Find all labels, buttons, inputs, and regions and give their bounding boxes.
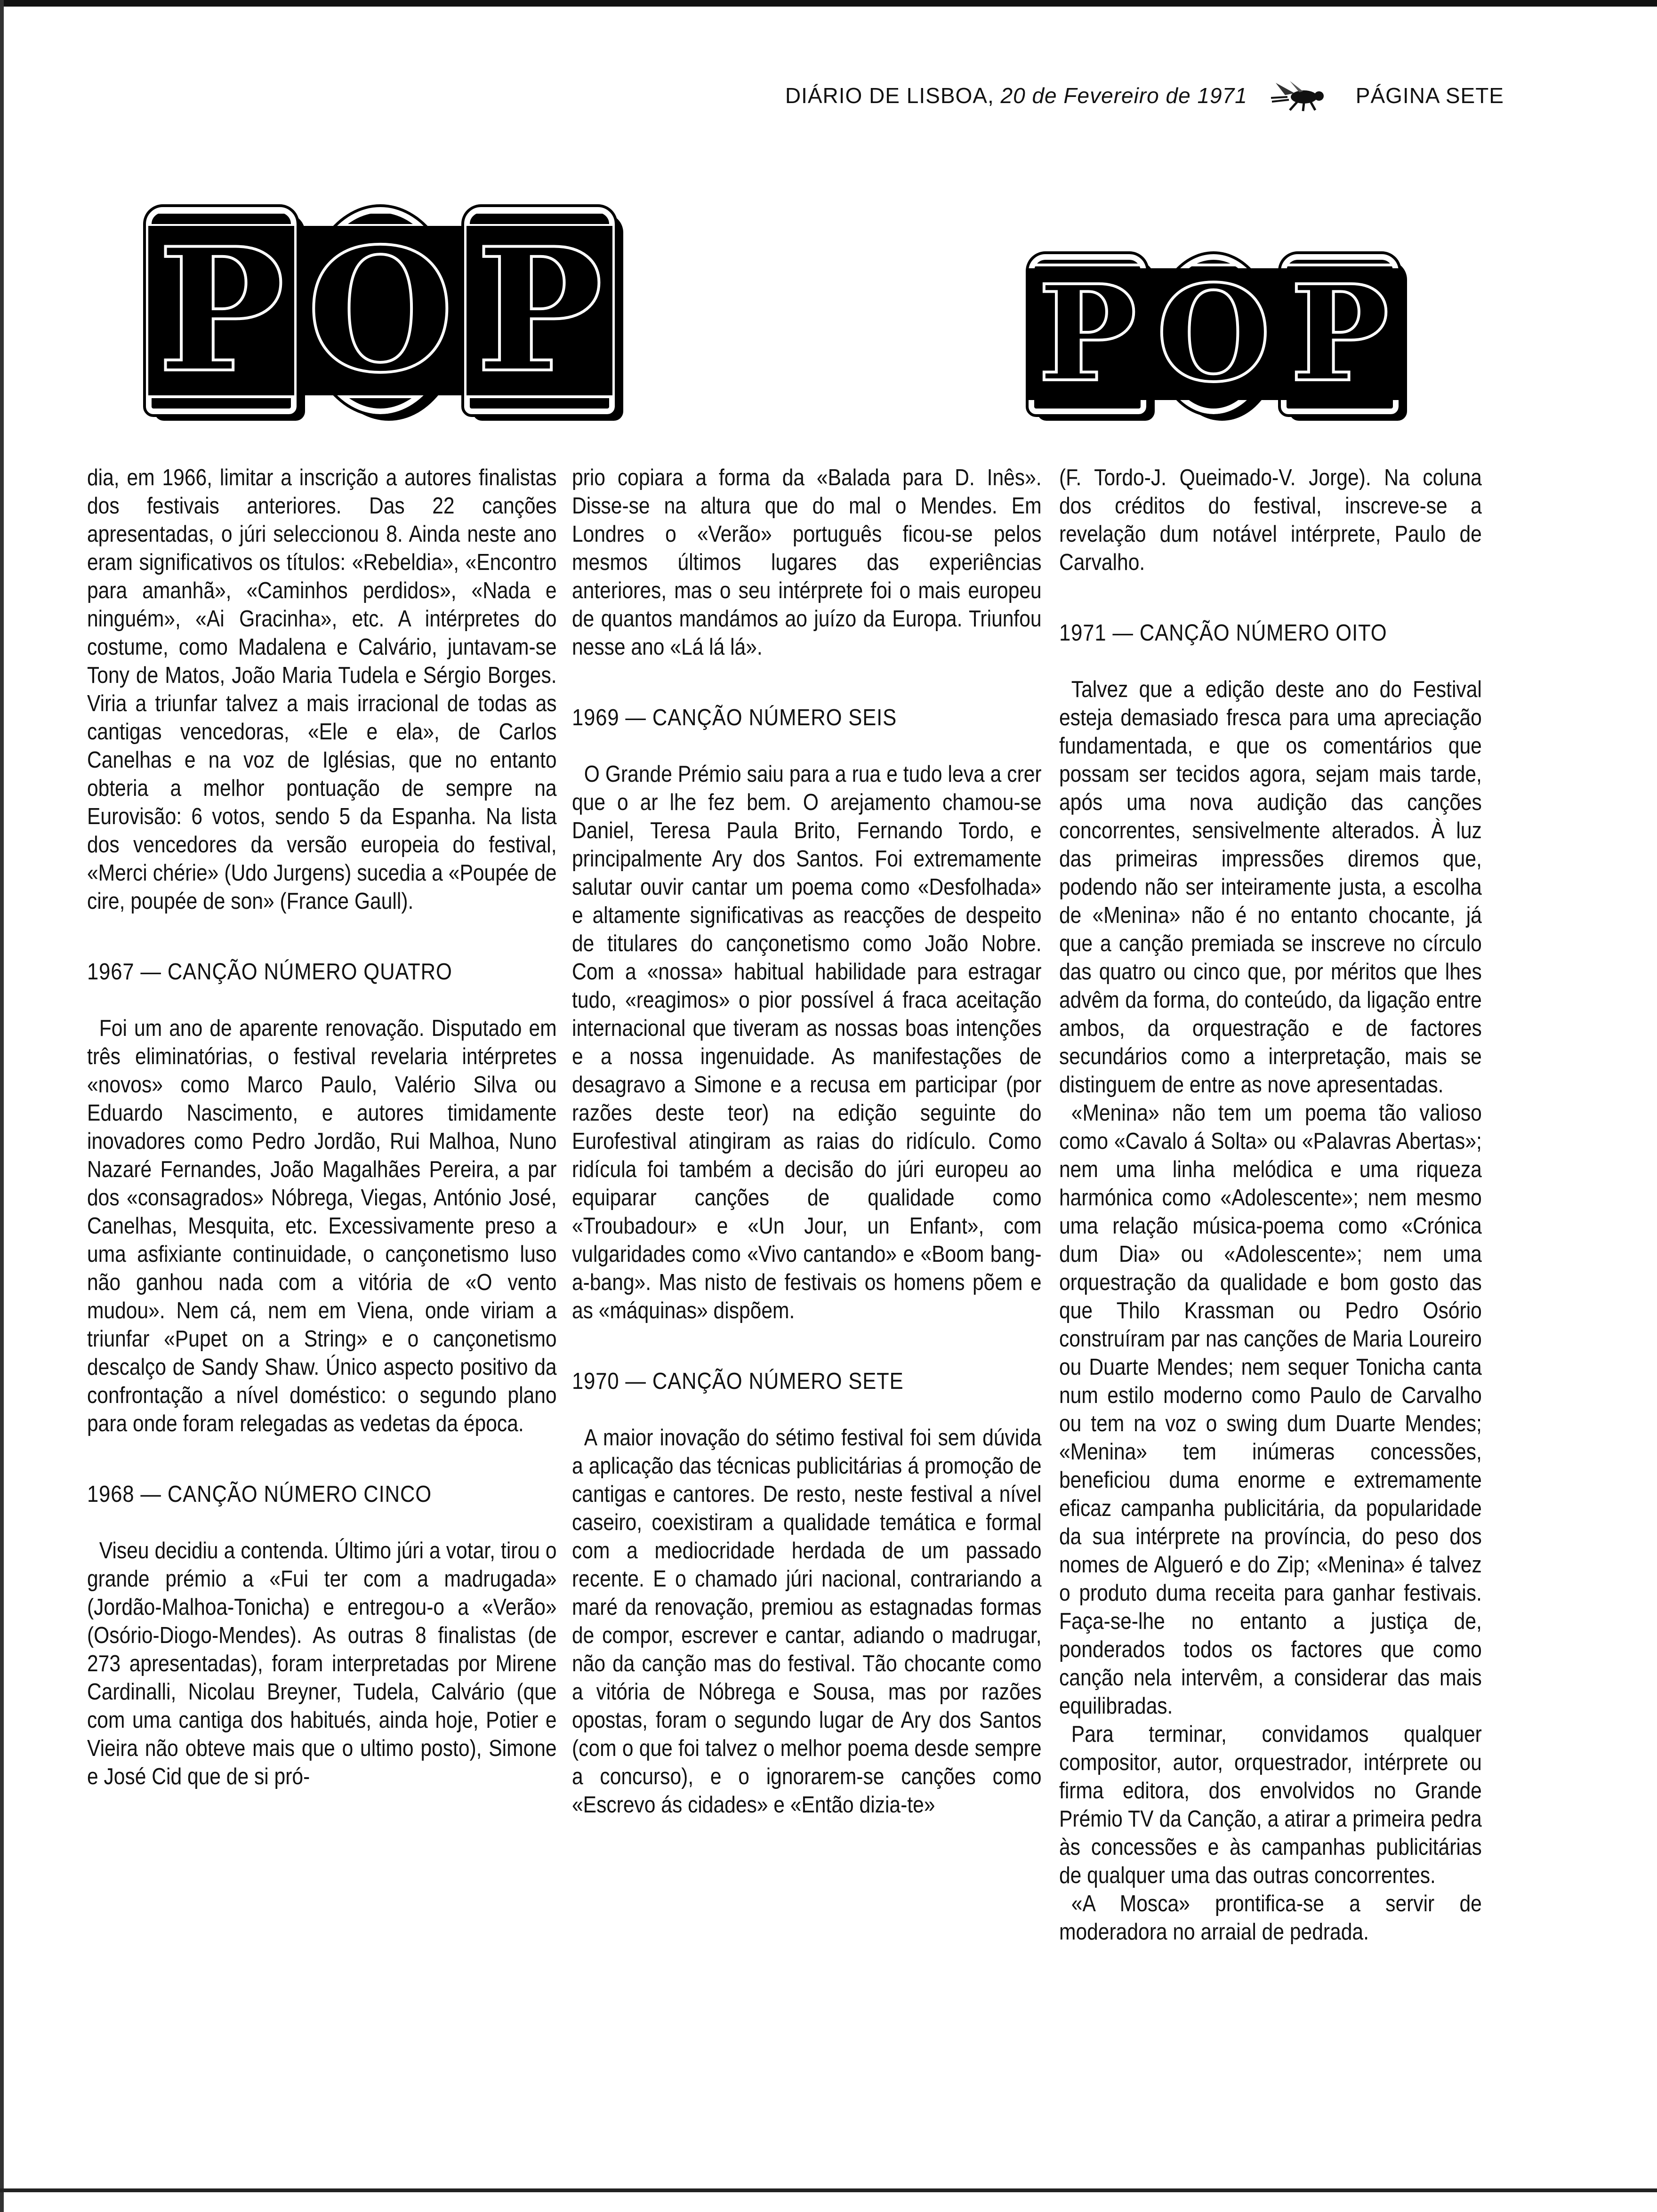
section-heading-1968: 1968 — CANÇÃO NÚMERO CINCO (87, 1481, 432, 1507)
article-column-3 (1059, 464, 1483, 1946)
title-letter-p: P (146, 207, 297, 414)
page-edge (0, 0, 4, 2212)
paragraph: (F. Tordo-J. Queimado-V. Jorge). Na coluna dos créditos do festival, inscreve-se a revelação dum notável intérprete, Paulo de Carvalho. (1059, 465, 1482, 575)
section-heading-1971: 1971 — CANÇÃO NÚMERO OITO (1059, 620, 1387, 646)
paragraph: «Menina» não tem um poema tão valioso como «Cavalo á Solta» ou «Palavras Abertas»; nem uma linha melódica e uma riqueza harmónica como «Adolescente»; nem mesmo uma relação música-poema como «Crónica dum Dia» ou «Adolescente»; nem uma orquestração da qualidade e bom gosto das que Thilo Krassman ou Pedro Osório construíram par nas canções de Maria Loureiro ou Duarte Mendes; nem sequer Tonicha canta num estilo moderno como Paulo de Carvalho ou tem na voz o swing dum Duarte Mendes; «Menina» tem inúmeras concessões, beneficiou duma enorme e extremamente eficaz campanha publicitária, da popularidade da sua intérprete na província, do peso dos nomes de Algueró e do Zip; «Menina» é talvez o produto duma receita para ganhar festivais. Faça-se-lhe no entanto a justiça de, ponderados todos os factores que como canção nela intervêm, a considerar das mais equilibradas. (1059, 1100, 1482, 1719)
page-number: PÁGINA SETE (1355, 83, 1504, 108)
title-letter-p: P (464, 207, 615, 414)
fly-icon (1266, 79, 1337, 112)
issue-date: 20 de Fevereiro de 1971 (1000, 83, 1247, 108)
section-heading-1967: 1967 — CANÇÃO NÚMERO QUATRO (87, 959, 452, 985)
title-letter-o: O (305, 207, 456, 414)
title-letter-o: O (1155, 254, 1272, 414)
newspaper-name: DIÁRIO DE LISBOA, 20 de Fevereiro de 1971 (785, 83, 1247, 108)
paragraph: O Grande Prémio saiu para a rua e tudo leva a crer que o ar lhe fez bem. O arejamento chamou-se Daniel, Teresa Paula Brito, Fernando Tordo, e principalmente Ary dos Santos. Foi extremamente salutar ouvir cantar um poema como «Desfolhada» e altamente significativas as reacções de despeito de titulares do cançonetismo como João Nobre. Com a «nossa» habitual habilidade para estragar tudo, «reagimos» o pior possível á fraca aceitação internacional que tiveram as nossas boas intenções e a nossa ingenuidade. As manifestações de desagravo a Simone e a recusa em participar (por razões deste teor) na edição seguinte do Eurofestival atingiram as raias do ridículo. Como ridícula foi também a decisão do júri europeu ao equiparar canções de qualidade como «Troubadour» e «Un Jour, un Enfant», com vulgaridades como «Vivo cantando» e «Boom bang-a-bang». Mas nisto de festivais os homens põem e as «máquinas» dispõem. (572, 761, 1042, 1323)
top-rule (0, 0, 1657, 7)
paragraph: prio copiara a forma da «Balada para D. Inês». Disse-se na altura que do mal o Mendes. Em Londres o «Verão» português ficou-se pelos mesmos últimos lugares das experiências anteriores, mas o seu intérprete foi o mais europeu de quantos mandámos ao juízo da Europa. Triunfou nesse ano «Lá lá lá». (572, 465, 1042, 660)
paragraph: Para terminar, convidamos qualquer compositor, autor, orquestrador, intérprete ou firma editora, dos envolvidos no Grande Prémio TV da Canção, a atirar a primeira pedra às concessões e às campanhas publicitárias de qualquer uma das outras concorrentes. (1059, 1721, 1482, 1888)
section-heading-1970: 1970 — CANÇÃO NÚMERO SETE (572, 1368, 904, 1394)
paragraph: Viseu decidiu a contenda. Último júri a votar, tirou o grande prémio a «Fui ter com a madrugada» (Jordão-Malhoa-Tonicha) e entregou-o a «Verão» (Osório-Diogo-Mendes). As outras 8 finalistas (de 273 apresentadas), foram interpretadas por Mirene Cardinalli, Nicolau Breyner, Tudela, Calvário (que com uma cantiga dos habitués, ainda hoje, Potier e Vieira não obteve mais que o ultimo posto), Simone e José Cid que de si pró- (87, 1538, 557, 1789)
pop-title-small (1029, 254, 1399, 414)
section-heading-1969: 1969 — CANÇÃO NÚMERO SEIS (572, 705, 897, 730)
paragraph: dia, em 1966, limitar a inscrição a autores finalistas dos festivais anteriores. Das 22 canções apresentadas, o júri seleccionou 8. Ainda neste ano eram significativos os títulos: «Rebeldia», «Encontro para amanhã», «Caminhos perdidos», «Nada e ninguém», «Ai Gracinha», etc. A intérpretes do costume, como Madalena e Calvário, juntavam-se Tony de Matos, João Maria Tudela e Sérgio Borges. Viria a triunfar talvez a mais irracional de todas as cantigas vencedoras, «Ele e ela», de Carlos Canelhas e na voz de Iglésias, que no entanto obteria a melhor pontuação de sempre na Eurovisão: 6 votos, sendo 5 da Espanha. Na lista dos vencedores da versão europeia do festival, «Merci chérie» (Udo Jurgens) sucedia a «Poupée de cire, poupée de son» (France Gaull). (87, 465, 557, 914)
paragraph: Talvez que a edição deste ano do Festival esteja demasiado fresca para uma apreciação fundamentada, e que os comentários que possam ser tecidos agora, sejam mais tarde, após uma nova audição das canções concorrentes, sensivelmente alterados. À luz das primeiras impressões diremos que, podendo não ser inteiramente justa, a escolha de «Menina» não é no entanto chocante, já que a canção premiada se inscreve no círculo das quatro ou cinco que, por méritos que lhes advêm da forma, do conteúdo, da ligação entre ambos, da orquestração e de factores secundários como a interpretação, mais se distinguem de entre as nove apresentadas. (1059, 676, 1482, 1098)
paragraph: «A Mosca» prontifica-se a servir de moderadora no arraial de pedrada. (1059, 1891, 1482, 1945)
paragraph: Foi um ano de aparente renovação. Disputado em três eliminatórias, o festival revelaria intérpretes «novos» como Marco Paulo, Valério Silva ou Eduardo Nascimento, e autores timidamente inovadores como Pedro Jordão, Rui Malhoa, Nuno Nazaré Fernandes, João Magalhães Pereira, a par dos «consagrados» Nóbrega, Viegas, António José, Canelhas, Mesquita, etc. Excessivamente preso a uma asfixiante continuidade, o cançonetismo luso não ganhou nada com a vitória de «O vento mudou». Nem cá, nem em Viena, onde viriam a triunfar «Pupet on a String» e o cançonetismo descalço de Sandy Shaw. Único aspecto positivo da confrontação a nível doméstico: o segundo plano para onde foram relegadas as vedetas da época. (87, 1015, 557, 1436)
pop-title-large (146, 207, 615, 414)
title-letter-p: P (1029, 254, 1146, 414)
bottom-rule (0, 2188, 1657, 2192)
article-column-1 (87, 464, 558, 1791)
article-column-2 (572, 464, 1043, 1819)
title-letter-p: P (1281, 254, 1399, 414)
paragraph: A maior inovação do sétimo festival foi sem dúvida a aplicação das técnicas publicitárias á promoção de cantigas e cantores. De resto, neste festival a nível caseiro, coexistiram a qualidade temática e formal com a mediocridade herdada de um passado recente. E o chamado júri nacional, contrariando a maré da renovação, premiou as estagnadas formas de compor, escrever e cantar, adiando o madrugar, não da canção mas do festival. Tão chocante como a vitória de Nóbrega e Sousa, mas por razões opostas, foram o segundo lugar de Ary dos Santos (com o que foi talvez o melhor poema desde sempre a concurso), e o ignorarem-se canções como «Escrevo ás cidades» e «Então dizia-te» (572, 1425, 1042, 1818)
page-header (785, 79, 1504, 112)
